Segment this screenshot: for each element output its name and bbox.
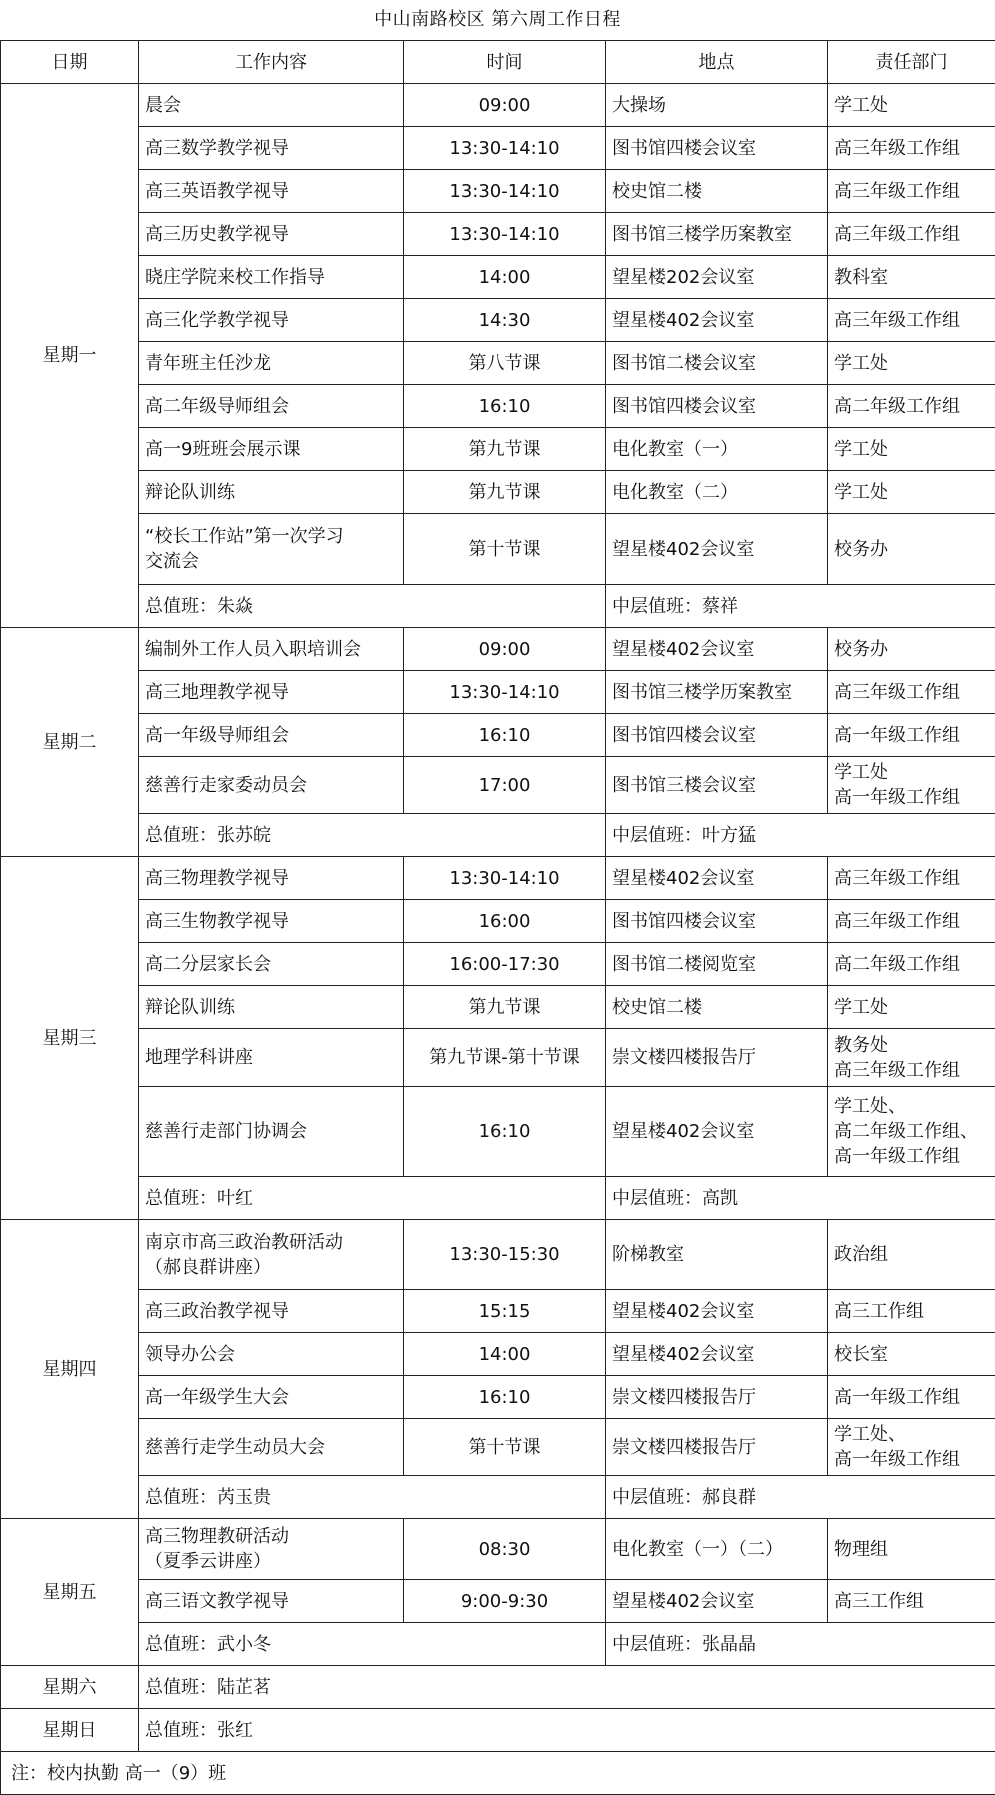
event-content: 青年班主任沙龙 <box>139 342 404 385</box>
event-place: 崇文楼四楼报告厅 <box>606 1029 828 1087</box>
event-dept: 高二年级工作组 <box>828 385 995 428</box>
event-row <box>1 299 995 342</box>
event-time: 16:10 <box>404 1087 606 1177</box>
event-row <box>1 256 995 299</box>
event-dept: 高一年级工作组 <box>828 1376 995 1419</box>
event-content: 高三政治教学视导 <box>139 1290 404 1333</box>
event-row <box>1 1290 995 1333</box>
event-row <box>1 900 995 943</box>
event-place: 图书馆四楼会议室 <box>606 385 828 428</box>
event-dept: 高三年级工作组 <box>828 170 995 213</box>
event-content: 地理学科讲座 <box>139 1029 404 1087</box>
event-place: 望星楼402会议室 <box>606 1333 828 1376</box>
event-time: 13:30-14:10 <box>404 213 606 256</box>
event-time: 14:00 <box>404 1333 606 1376</box>
event-content: 高三生物教学视导 <box>139 900 404 943</box>
event-content: 高三地理教学视导 <box>139 671 404 714</box>
event-content: 辩论队训练 <box>139 471 404 514</box>
event-dept: 高二年级工作组 <box>828 943 995 986</box>
duty-total: 总值班：张红 <box>139 1709 995 1752</box>
event-time: 16:10 <box>404 1376 606 1419</box>
day-label: 星期一 <box>1 84 139 628</box>
weekend-row <box>1 1666 995 1709</box>
day-label: 星期日 <box>1 1709 139 1752</box>
event-row <box>1 714 995 757</box>
event-row <box>1 514 995 585</box>
event-row <box>1 342 995 385</box>
event-place: 望星楼402会议室 <box>606 1580 828 1623</box>
event-dept: 高三年级工作组 <box>828 900 995 943</box>
duty-middle: 中层值班：蔡祥 <box>606 585 995 628</box>
event-dept: 学工处 <box>828 428 995 471</box>
header-row <box>1 41 995 84</box>
schedule-table <box>0 40 995 1795</box>
event-row <box>1 757 995 814</box>
event-row <box>1 471 995 514</box>
event-time: 13:30-14:10 <box>404 170 606 213</box>
event-dept: 校务办 <box>828 514 995 585</box>
event-time: 14:30 <box>404 299 606 342</box>
event-place: 电化教室（二） <box>606 471 828 514</box>
event-time: 第九节课-第十节课 <box>404 1029 606 1087</box>
event-time: 16:00 <box>404 900 606 943</box>
event-dept: 高三年级工作组 <box>828 857 995 900</box>
event-time: 08:30 <box>404 1519 606 1580</box>
event-row <box>1 1580 995 1623</box>
event-time: 第十节课 <box>404 514 606 585</box>
event-row <box>1 1519 995 1580</box>
event-place: 崇文楼四楼报告厅 <box>606 1376 828 1419</box>
event-content: 高三化学教学视导 <box>139 299 404 342</box>
event-place: 望星楼402会议室 <box>606 1087 828 1177</box>
event-dept: 校长室 <box>828 1333 995 1376</box>
event-content: 高一9班班会展示课 <box>139 428 404 471</box>
event-place: 望星楼402会议室 <box>606 628 828 671</box>
event-row <box>1 628 995 671</box>
event-time: 第九节课 <box>404 471 606 514</box>
event-content: 高三物理教研活动 （夏季云讲座） <box>139 1519 404 1580</box>
event-place: 电化教室（一）（二） <box>606 1519 828 1580</box>
note-row <box>1 1752 995 1795</box>
event-place: 图书馆三楼会议室 <box>606 757 828 814</box>
event-place: 大操场 <box>606 84 828 127</box>
event-dept: 学工处、 高二年级工作组、 高一年级工作组 <box>828 1087 995 1177</box>
duty-total: 总值班：芮玉贵 <box>139 1476 606 1519</box>
event-dept: 学工处 <box>828 986 995 1029</box>
event-dept: 学工处 <box>828 342 995 385</box>
duty-row <box>1 1476 995 1519</box>
event-place: 图书馆三楼学历案教室 <box>606 213 828 256</box>
event-content: 高三数学教学视导 <box>139 127 404 170</box>
event-place: 图书馆二楼阅览室 <box>606 943 828 986</box>
duty-row <box>1 1623 995 1666</box>
event-place: 望星楼402会议室 <box>606 514 828 585</box>
event-place: 校史馆二楼 <box>606 170 828 213</box>
event-row <box>1 857 995 900</box>
event-place: 望星楼402会议室 <box>606 857 828 900</box>
event-time: 13:30-14:10 <box>404 857 606 900</box>
event-place: 图书馆四楼会议室 <box>606 714 828 757</box>
event-time: 第九节课 <box>404 428 606 471</box>
day-label: 星期六 <box>1 1666 139 1709</box>
event-place: 校史馆二楼 <box>606 986 828 1029</box>
event-time: 第九节课 <box>404 986 606 1029</box>
event-content: “校长工作站”第一次学习 交流会 <box>139 514 404 585</box>
page-title: 中山南路校区 第六周工作日程 <box>0 0 995 40</box>
event-row <box>1 385 995 428</box>
event-dept: 高三工作组 <box>828 1580 995 1623</box>
duty-total: 总值班：武小冬 <box>139 1623 606 1666</box>
duty-middle: 中层值班：叶方猛 <box>606 814 995 857</box>
event-row <box>1 943 995 986</box>
event-time: 15:15 <box>404 1290 606 1333</box>
event-content: 高一年级导师组会 <box>139 714 404 757</box>
event-row <box>1 1220 995 1290</box>
event-row <box>1 1376 995 1419</box>
event-time: 16:10 <box>404 385 606 428</box>
event-time: 第八节课 <box>404 342 606 385</box>
event-dept: 政治组 <box>828 1220 995 1290</box>
event-dept: 高三年级工作组 <box>828 127 995 170</box>
event-place: 阶梯教室 <box>606 1220 828 1290</box>
event-content: 领导办公会 <box>139 1333 404 1376</box>
event-row <box>1 986 995 1029</box>
event-time: 13:30-14:10 <box>404 671 606 714</box>
event-content: 编制外工作人员入职培训会 <box>139 628 404 671</box>
event-row <box>1 1419 995 1476</box>
schedule-body <box>1 84 995 1795</box>
event-dept: 高三年级工作组 <box>828 671 995 714</box>
event-dept: 学工处 高一年级工作组 <box>828 757 995 814</box>
event-time: 17:00 <box>404 757 606 814</box>
day-label: 星期五 <box>1 1519 139 1666</box>
event-content: 南京市高三政治教研活动 （郝良群讲座） <box>139 1220 404 1290</box>
event-dept: 教务处 高三年级工作组 <box>828 1029 995 1087</box>
event-time: 9:00-9:30 <box>404 1580 606 1623</box>
header-content: 工作内容 <box>139 41 404 84</box>
event-row <box>1 1029 995 1087</box>
event-row <box>1 213 995 256</box>
event-row <box>1 127 995 170</box>
event-row <box>1 671 995 714</box>
duty-middle: 中层值班：郝良群 <box>606 1476 995 1519</box>
header-date: 日期 <box>1 41 139 84</box>
event-time: 16:10 <box>404 714 606 757</box>
event-content: 高二年级导师组会 <box>139 385 404 428</box>
event-dept: 高三年级工作组 <box>828 299 995 342</box>
event-content: 高一年级学生大会 <box>139 1376 404 1419</box>
day-label: 星期四 <box>1 1220 139 1519</box>
event-content: 高三物理教学视导 <box>139 857 404 900</box>
duty-row <box>1 1177 995 1220</box>
event-row <box>1 428 995 471</box>
footnote: 注：校内执勤 高一（9）班 <box>1 1752 995 1795</box>
duty-total: 总值班：朱焱 <box>139 585 606 628</box>
header-time: 时间 <box>404 41 606 84</box>
event-content: 慈善行走家委动员会 <box>139 757 404 814</box>
event-time: 13:30-14:10 <box>404 127 606 170</box>
day-label: 星期二 <box>1 628 139 857</box>
event-place: 电化教室（一） <box>606 428 828 471</box>
event-time: 14:00 <box>404 256 606 299</box>
event-dept: 校务办 <box>828 628 995 671</box>
event-time: 09:00 <box>404 84 606 127</box>
duty-middle: 中层值班：高凯 <box>606 1177 995 1220</box>
event-content: 慈善行走学生动员大会 <box>139 1419 404 1476</box>
event-place: 图书馆四楼会议室 <box>606 900 828 943</box>
duty-row <box>1 814 995 857</box>
event-place: 望星楼402会议室 <box>606 299 828 342</box>
event-content: 高三历史教学视导 <box>139 213 404 256</box>
event-time: 13:30-15:30 <box>404 1220 606 1290</box>
event-time: 第十节课 <box>404 1419 606 1476</box>
event-row <box>1 170 995 213</box>
event-content: 晓庄学院来校工作指导 <box>139 256 404 299</box>
event-place: 图书馆二楼会议室 <box>606 342 828 385</box>
event-dept: 高三工作组 <box>828 1290 995 1333</box>
event-place: 望星楼402会议室 <box>606 1290 828 1333</box>
duty-total: 总值班：叶红 <box>139 1177 606 1220</box>
event-place: 图书馆三楼学历案教室 <box>606 671 828 714</box>
event-content: 高二分层家长会 <box>139 943 404 986</box>
event-row <box>1 1333 995 1376</box>
duty-middle: 中层值班：张晶晶 <box>606 1623 995 1666</box>
event-dept: 学工处、 高一年级工作组 <box>828 1419 995 1476</box>
event-place: 望星楼202会议室 <box>606 256 828 299</box>
header-place: 地点 <box>606 41 828 84</box>
event-dept: 教科室 <box>828 256 995 299</box>
weekend-row <box>1 1709 995 1752</box>
event-content: 晨会 <box>139 84 404 127</box>
event-content: 高三语文教学视导 <box>139 1580 404 1623</box>
event-dept: 物理组 <box>828 1519 995 1580</box>
event-place: 图书馆四楼会议室 <box>606 127 828 170</box>
duty-total: 总值班：陆芷茗 <box>139 1666 995 1709</box>
event-time: 16:00-17:30 <box>404 943 606 986</box>
event-content: 慈善行走部门协调会 <box>139 1087 404 1177</box>
event-content: 辩论队训练 <box>139 986 404 1029</box>
event-row <box>1 84 995 127</box>
event-row <box>1 1087 995 1177</box>
event-content: 高三英语教学视导 <box>139 170 404 213</box>
event-dept: 高一年级工作组 <box>828 714 995 757</box>
event-time: 09:00 <box>404 628 606 671</box>
day-label: 星期三 <box>1 857 139 1220</box>
event-dept: 学工处 <box>828 84 995 127</box>
event-dept: 高三年级工作组 <box>828 213 995 256</box>
header-dept: 责任部门 <box>828 41 995 84</box>
duty-total: 总值班：张苏皖 <box>139 814 606 857</box>
duty-row <box>1 585 995 628</box>
event-dept: 学工处 <box>828 471 995 514</box>
event-place: 崇文楼四楼报告厅 <box>606 1419 828 1476</box>
